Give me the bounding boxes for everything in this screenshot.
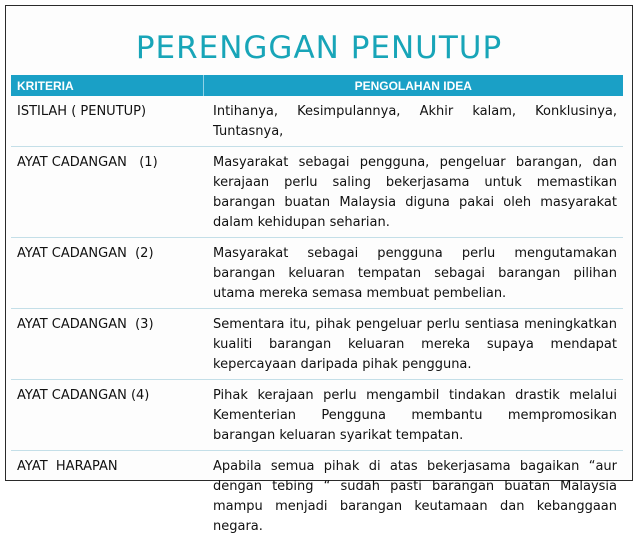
header-kriteria: KRITERIA xyxy=(11,75,203,96)
row-kriteria: AYAT CADANGAN (2) xyxy=(11,238,203,309)
table-row xyxy=(11,96,623,147)
row-idea: Masyarakat sebagai pengguna perlu mengutamakan barangan keluaran tempatan sebagai barangan pilihan utama mereka semasa membuat pembelian. xyxy=(203,238,623,309)
row-idea: Intihanya, Kesimpulannya, Akhir kalam, Konklusinya, Tuntasnya, xyxy=(203,96,623,147)
criteria-table xyxy=(11,75,623,541)
row-idea: Masyarakat sebagai pengguna, pengeluar barangan, dan kerajaan perlu saling bekerjasama untuk memastikan barangan buatan Malaysia diguna pakai oleh masyarakat dalam kehidupan seharian. xyxy=(203,147,623,238)
table-row xyxy=(11,451,623,541)
slide-title: PERENGGAN PENUTUP xyxy=(6,30,632,66)
row-idea: Pihak kerajaan perlu mengambil tindakan drastik melalui Kementerian Pengguna membantu mempromosikan barangan keluaran syarikat tempatan. xyxy=(203,380,623,451)
header-pengolahan-idea: PENGOLAHAN IDEA xyxy=(203,75,623,96)
row-kriteria: AYAT CADANGAN (1) xyxy=(11,147,203,238)
row-idea: Apabila semua pihak di atas bekerjasama bagaikan “aur dengan tebing “ sudah pasti barangan buatan Malaysia mampu menjadi barangan keutamaan dan kebanggaan negara. xyxy=(203,451,623,541)
table-row xyxy=(11,147,623,238)
row-kriteria: ISTILAH ( PENUTUP) xyxy=(11,96,203,147)
row-kriteria: AYAT CADANGAN (3) xyxy=(11,309,203,380)
row-idea: Sementara itu, pihak pengeluar perlu sentiasa meningkatkan kualiti barangan keluaran mereka supaya mendapat kepercayaan daripada pihak pengguna. xyxy=(203,309,623,380)
table-row xyxy=(11,238,623,309)
table-header-row xyxy=(11,75,623,96)
row-kriteria: AYAT CADANGAN (4) xyxy=(11,380,203,451)
table-row xyxy=(11,309,623,380)
table-row xyxy=(11,380,623,451)
row-kriteria: AYAT HARAPAN xyxy=(11,451,203,541)
slide xyxy=(5,5,633,481)
